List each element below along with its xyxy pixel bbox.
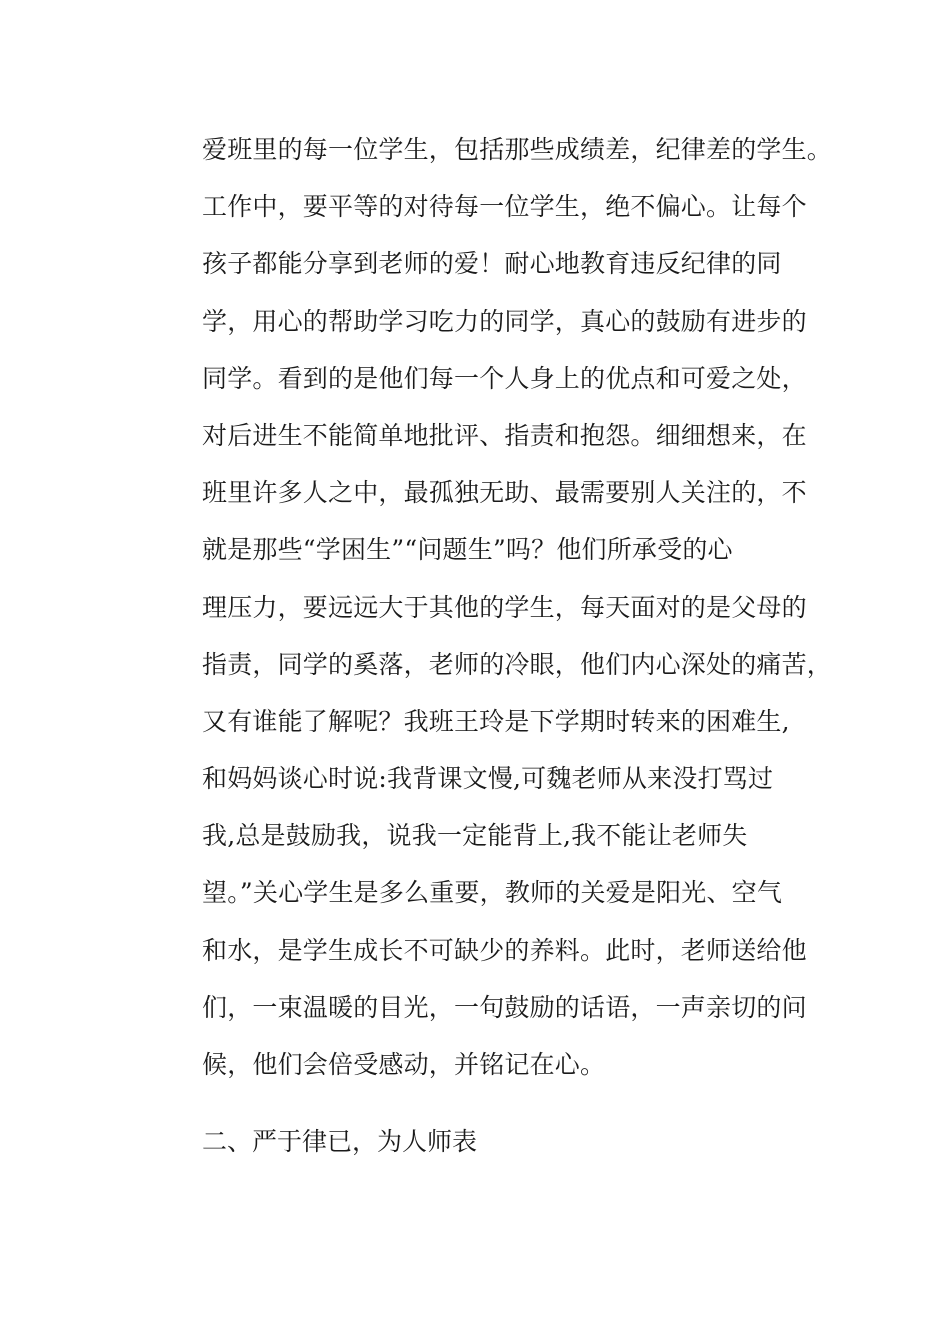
paragraph-line-12: 和妈妈谈心时说:我背课文慢,可魏老师从来没打骂过: [202, 764, 774, 794]
paragraph-line-13: 我,总是鼓励我，说我一定能背上,我不能让老师失: [202, 821, 748, 851]
paragraph-line-5: 同学。看到的是他们每一个人身上的优点和可爱之处，: [202, 363, 807, 393]
section-heading: 二、严于律已，为人师表: [202, 1127, 478, 1156]
paragraph-line-14: 望。”关心学生是多么重要，教师的关爱是阳光、空气: [202, 878, 783, 908]
paragraph-line-17: 候，他们会倍受感动，并铭记在心。: [202, 1050, 606, 1079]
paragraph-line-1: 爱班里的每一位学生，包括那些成绩差，纪律差的学生。: [202, 135, 833, 164]
paragraph-line-11: 又有谁能了解呢？我班王玲是下学期时转来的困难生,: [202, 706, 790, 736]
paragraph-line-7: 班里许多人之中，最孤独无助、最需要别人关注的，不: [202, 478, 807, 508]
paragraph-line-10: 指责，同学的奚落，老师的冷眼，他们内心深处的痛苦，: [202, 649, 833, 679]
paragraph-line-15: 和水，是学生成长不可缺少的养料。此时，老师送给他: [202, 935, 807, 965]
paragraph-line-4: 学，用心的帮助学习吃力的同学，真心的鼓励有进步的: [202, 306, 807, 336]
paragraph-line-6: 对后进生不能简单地批评、指责和抱怨。细细想来，在: [202, 420, 807, 450]
paragraph-line-8: 就是那些“学困生”“问题生”吗？他们所承受的心: [202, 535, 733, 565]
paragraph-line-16: 们，一束温暖的目光，一句鼓励的话语，一声亲切的问: [202, 992, 807, 1022]
paragraph-line-9: 理压力，要远远大于其他的学生，每天面对的是父母的: [202, 592, 807, 622]
paragraph-line-2: 工作中，要平等的对待每一位学生，绝不偏心。让每个: [202, 192, 807, 222]
paragraph-line-3: 孩子都能分享到老师的爱！耐心地教育违反纪律的同: [202, 249, 782, 279]
paragraph: [202, 128, 833, 1100]
